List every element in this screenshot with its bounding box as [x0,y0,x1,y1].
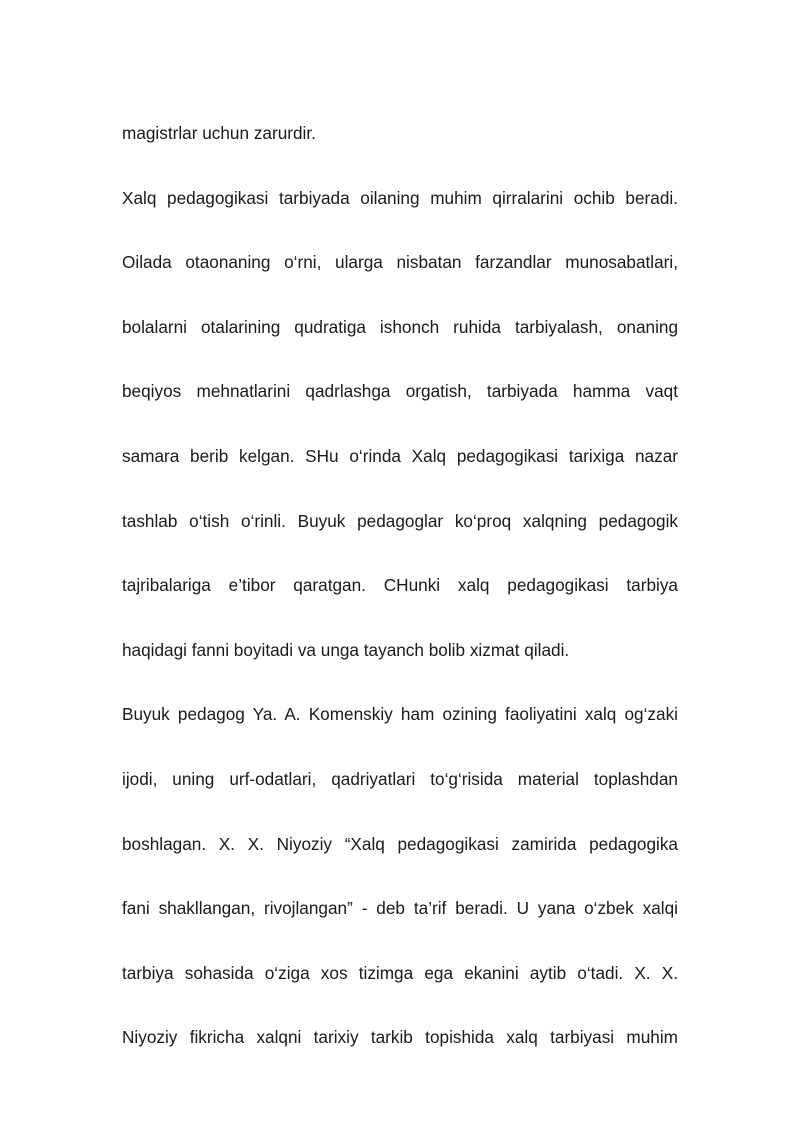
text-line: haqidagi fanni boyitadi va unga tayanch bolib xizmat qiladi. [122,639,570,660]
text-line: magistrlar uchun zarurdir. [122,123,316,143]
text-line: Niyoziy fikricha xalqni tarixiy tarkib topishida xalq tarbiyasi muhim [122,1027,678,1048]
text-line: ijodi, uning urf-odatlari, qadriyatlari to‘g‘risida material toplashdan [122,768,678,789]
body-text [122,101,678,1070]
text-line: tarbiya sohasida o‘ziga xos tizimga ega ekanini aytib o‘tadi. X. X. [122,962,678,983]
text-line: Oilada otaonaning o‘rni, ularga nisbatan farzandlar munosabatlari, [122,252,678,273]
text-line: beqiyos mehnatlarini qadrlashga orgatish, tarbiyada hamma vaqt [122,381,678,402]
text-line: tashlab o‘tish o‘rinli. Buyuk pedagoglar ko‘proq xalqning pedagogik [122,510,678,531]
text-line: bolalarni otalarining qudratiga ishonch ruhida tarbiyalash, onaning [122,316,678,337]
text-line: Xalq pedagogikasi tarbiyada oilaning muhim qirralarini ochib beradi. [122,187,678,208]
text-line: samara berib kelgan. SHu o‘rinda Xalq pedagogikasi tarixiga nazar [122,445,678,466]
text-line: tajribalariga e’tibor qaratgan. CHunki xalq pedagogikasi tarbiya [122,575,678,596]
text-line: fani shakllangan, rivojlangan” - deb ta’rif beradi. U yana o‘zbek xalqi [122,898,678,919]
text-line: Buyuk pedagog Ya. A. Komenskiy ham ozining faoliyatini xalq og‘zaki [122,704,678,725]
text-line: boshlagan. X. X. Niyoziy “Xalq pedagogikasi zamirida pedagogika [122,833,678,854]
